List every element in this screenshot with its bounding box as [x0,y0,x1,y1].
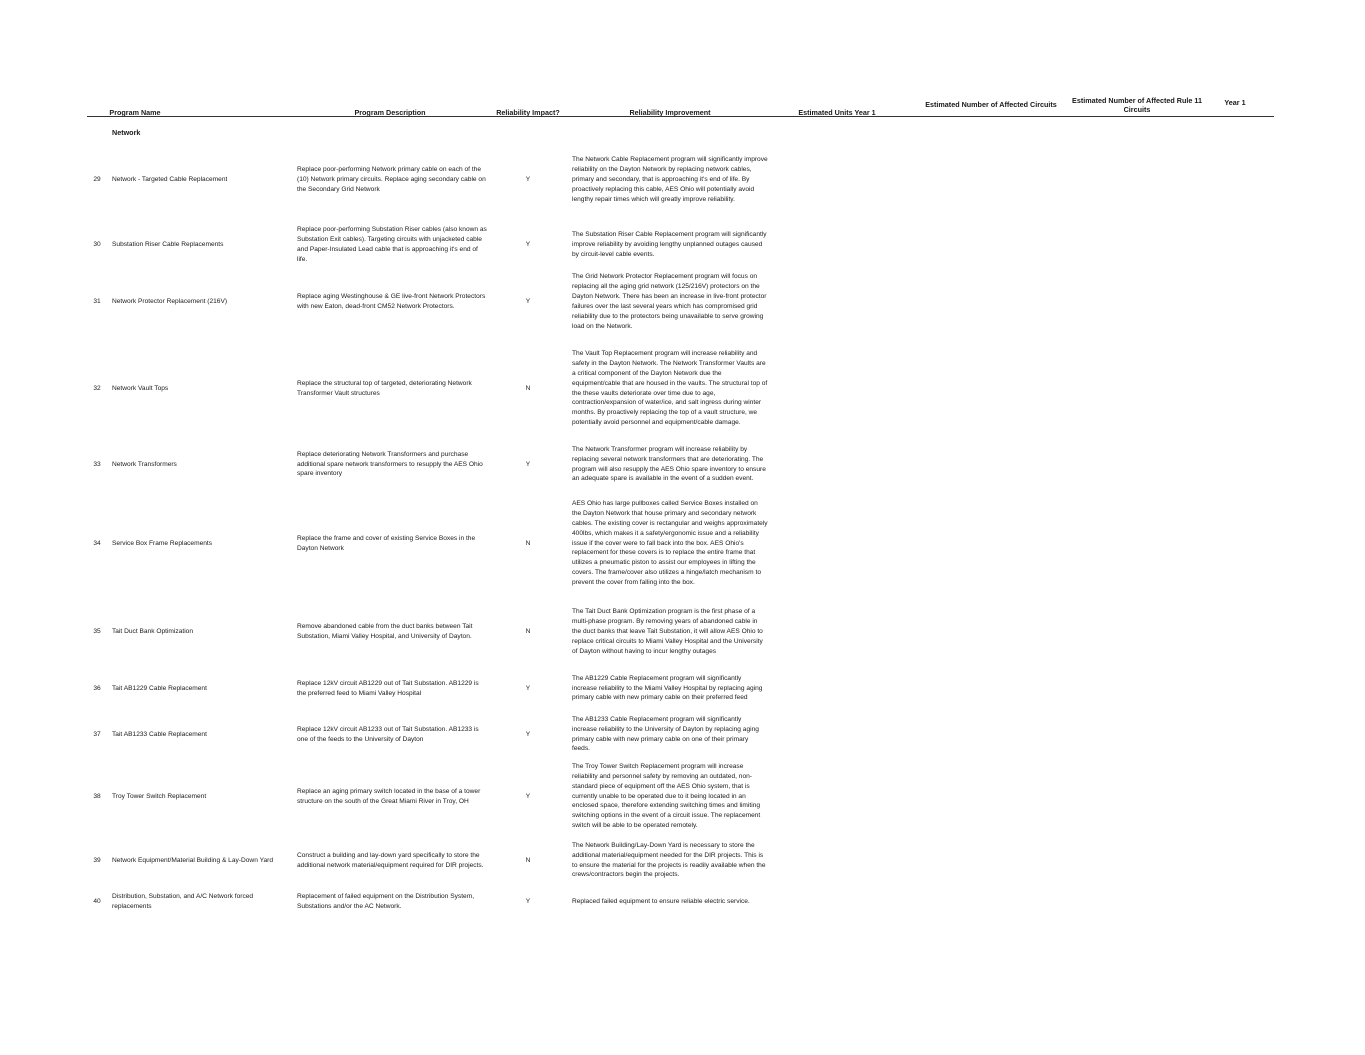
program-description: Replace poor-performing Network primary cable on each of the (10) Network primary circuits. Replace aging secondary cable on the Secondary Grid Network [297,166,486,193]
program-description: Replace the frame and cover of existing Service Boxes in the Dayton Network [297,534,476,552]
table-row [0,493,1365,594]
program-description: Replace 12kV circuit AB1233 out of Tait Substation. AB1233 is one of the feeds to the University of Dayton [297,725,479,743]
row-number: 40 [93,898,101,906]
section-title: Network [112,128,141,137]
reliability-improvement: The AB1229 Cable Replacement program will significantly increase reliability to the Miami Valley Hospital by replacing aging primary cable with new primary cable on their preferred feed [572,674,763,702]
table-row [0,149,1365,211]
reliability-impact: Y [525,730,531,738]
header-program-description: Program Description [354,108,426,117]
header-reliability-improvement: Reliability Improvement [629,108,711,117]
program-description: Replace deteriorating Network Transformers and purchase additional spare network transformers to resupply the AES Ohio spare inventory [297,450,483,478]
reliability-impact: Y [525,176,531,184]
program-name: Network - Targeted Cable Replacement [112,176,228,184]
header-divider [87,116,1274,117]
program-description: Replace 12kV circuit AB1229 out of Tait Substation. AB1229 is the preferred feed to Miami Valley Hospital [297,679,479,697]
reliability-improvement: The AB1233 Cable Replacement program will significantly increase reliability to the University of Dayton by replacing aging primary cable with new primary cable on one of their primary feeds. [572,715,759,753]
reliability-impact: N [525,856,531,864]
program-name: Tait AB1233 Cable Replacement [112,730,207,738]
program-name: Tait Duct Bank Optimization [112,628,193,636]
program-name: Network Protector Replacement (216V) [112,298,228,306]
program-description: Replace aging Westinghouse & GE live-front Network Protectors with new Eaton, dead-front CM52 Network Protectors. [297,293,486,310]
table-row [0,602,1365,662]
reliability-impact: N [525,539,531,547]
program-name: Distribution, Substation, and A/C Network forced replacements [112,893,254,910]
program-name: Substation Riser Cable Replacements [112,241,224,249]
program-description: Replace the structural top of targeted, deteriorating Network Transformer Vault structures [297,379,472,397]
row-number: 32 [93,384,101,392]
header-estimated-units-year1: Estimated Units Year 1 [798,108,876,117]
header-year1: Year 1 [1224,98,1246,107]
table-row [0,439,1365,490]
reliability-impact: N [525,384,531,392]
program-name: Network Equipment/Material Building & Lay-Down Yard [112,856,274,864]
row-number: 36 [93,684,101,692]
reliability-impact: N [525,628,531,636]
table-row [0,761,1365,832]
program-name: Tait AB1229 Cable Replacement [112,684,207,692]
program-description: Remove abandoned cable from the duct banks between Tait Substation, Miami Valley Hospital, and University of Dayton. [297,623,473,640]
program-name: Troy Tower Switch Replacement [112,792,207,800]
table-row [0,343,1365,434]
program-description: Replacement of failed equipment on the Distribution System, Substations and/or the AC Network. [297,893,475,910]
reliability-improvement: The Network Building/Lay-Down Yard is necessary to store the additional material/equipment needed for the DIR projects. This is to ensure the material for the projects is readily available when the crews/contractors begin the projects. [572,841,766,879]
row-number: 34 [93,539,101,547]
program-name: Service Box Frame Replacements [112,539,213,547]
row-number: 35 [93,628,101,636]
reliability-impact: Y [525,241,531,249]
table-row [0,714,1365,755]
reliability-improvement: The Vault Top Replacement program will increase reliability and safety in the Dayton Network. The Network Transformer Vaults are a critical component of the Dayton Network due the equipment/cable that are housed in the vaults. The structural top of the these vaults deteriorate over time due to age, contraction/expansion of water/ice, and salt ingress during winter months. By proactively replacing the top of a vault structure, we potentially avoid personnel and equipment/cable damage. [572,349,768,427]
program-name: Network Vault Tops [112,384,169,392]
reliability-impact: Y [525,792,531,800]
reliability-improvement: The Network Transformer program will increase reliability by replacing several network transformers that are deteriorating. The program will also resupply the AES Ohio spare inventory to ensure an adequate spare is available in the event of a sudden event. [572,445,766,483]
reliability-improvement: The Network Cable Replacement program will significantly improve reliability on the Dayton Network by replacing network cables, primary and secondary, that is approaching it's end of life. By proactively replacing this cable, AES Ohio will potentially avoid lengthy repair times which will greatly improve reliability. [572,156,768,203]
program-description: Replace an aging primary switch located in the base of a tower structure on the south of the Great Miami River in Troy, OH [297,787,481,805]
table-row [0,890,1365,914]
row-number: 39 [93,856,101,864]
reliability-improvement: The Tait Duct Bank Optimization program is the first phase of a multi-phase program. By removing years of abandoned cable in the duct banks that leave Tait Substation, it will allow AES Ohio to replace critical circuits to Miami Valley Hospital and the University of Dayton without having to incur lengthy outages [572,608,763,655]
reliability-impact: Y [525,298,531,306]
reliability-improvement: The Troy Tower Switch Replacement program will increase reliability and personnel safety by removing an outdated, non-standard piece of equipment off the AES Ohio system, that is currently unable to be operated due to it being located in an enclosed space, therefore extending switching times and limiting switching options in the event of a circuit issue. The replacement switch will be able to be operated remotely. [572,762,761,830]
reliability-impact: Y [525,684,531,692]
row-number: 33 [93,460,101,468]
table-row [0,271,1365,333]
header-affected-circuits: Estimated Number of Affected Circuits [925,100,1057,109]
program-description: Replace poor-performing Substation Riser cables (also known as Substation Exit cables). Targeting circuits with unjacketed cable and Paper-Insulated Lead cable that is approaching it's end of life. [297,226,487,263]
row-number: 29 [93,176,101,184]
reliability-improvement: Replaced failed equipment to ensure reliable electric service. [572,898,750,906]
table-row [0,668,1365,709]
reliability-improvement: AES Ohio has large pullboxes called Service Boxes installed on the Dayton Network that house primary and secondary network cables. The existing cover is rectangular and weighs approximately 400lbs, which makes it a safety/ergonomic issue and a reliability issue if the cover were to fall back into the box. AES Ohio's replacement for these covers is to replace the entire frame that utilizes a pneumatic piston to assist our employees in lifting the covers. The frame/cover also utilizes a hinge/latch mechanism to prevent the cover from falling into the box. [572,499,768,587]
reliability-improvement: The Substation Riser Cable Replacement program will significantly improve reliability by avoiding lengthy unplanned outages caused by circuit-level cable events. [572,231,767,258]
header-reliability-impact: Reliability Impact? [496,108,560,117]
header-affected-rule11-circuits: Estimated Number of Affected Rule 11 Circuits [1072,96,1202,114]
row-number: 37 [93,730,101,738]
program-name: Network Transformers [112,460,177,468]
table-row [0,225,1365,265]
reliability-impact: Y [525,460,531,468]
row-number: 30 [93,241,101,249]
row-number: 31 [93,298,101,306]
table-row [0,839,1365,882]
reliability-impact: Y [525,898,531,906]
row-number: 38 [93,792,101,800]
header-program-name: Program Name [109,108,161,117]
program-description: Construct a building and lay-down yard specifically to store the additional network material/equipment required for DIR projects. [297,851,484,869]
reliability-improvement: The Grid Network Protector Replacement program will focus on replacing all the aging grid network (125/216V) protectors on the Dayton Network. There has been an increase in live-front protector failures over the last several years which has compromised grid reliability due to the protectors being unavailable to serve growing load on the Network. [572,273,767,330]
